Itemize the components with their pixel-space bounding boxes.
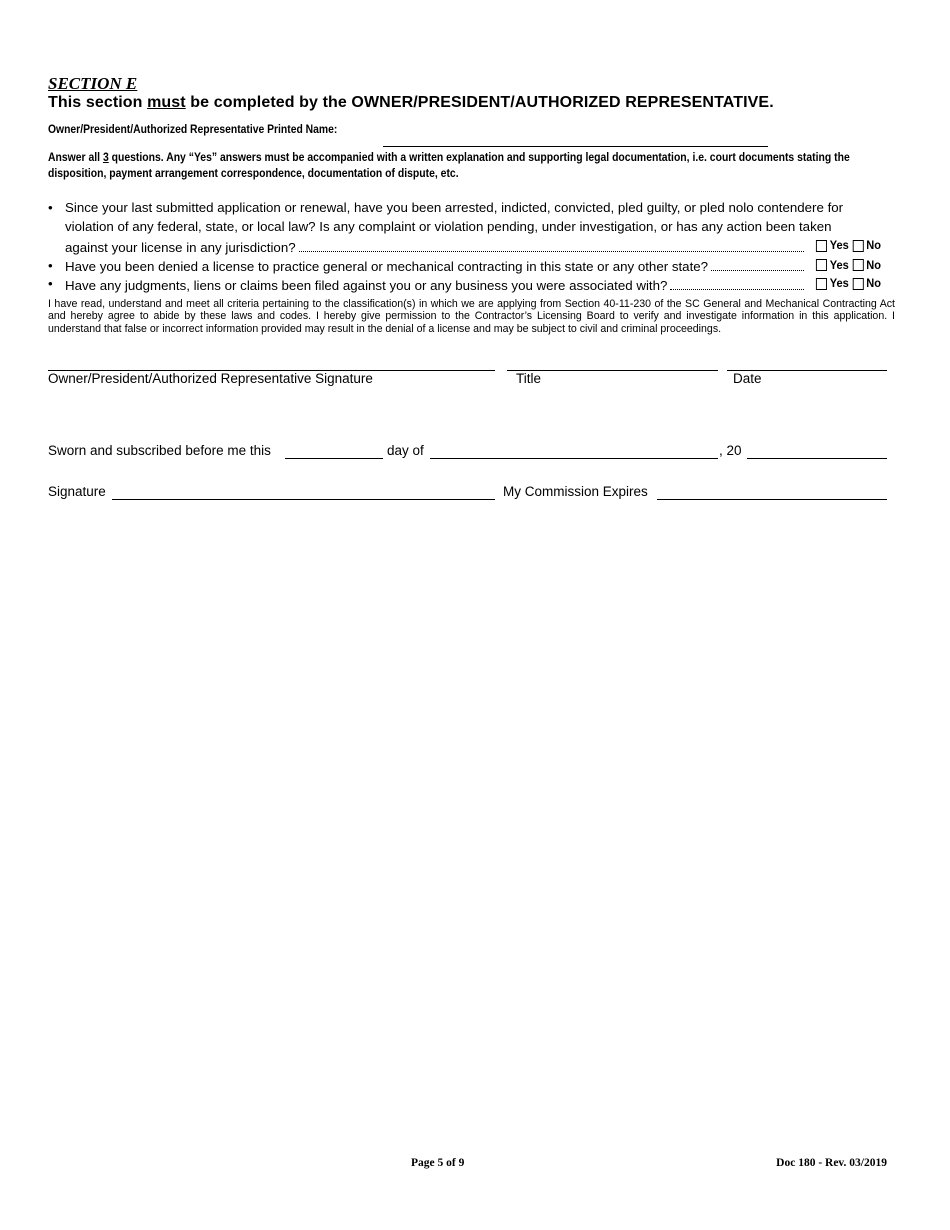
no-checkbox[interactable] [853,240,864,252]
question-line: violation of any federal, state, or local law? Is any complaint or violation pending, under investigation, or has any action been taken [65,219,832,234]
yes-no-group [814,275,896,292]
notary-signature-label: Signature [48,484,106,499]
bullet-icon: • [48,257,53,273]
yes-checkbox[interactable] [816,259,827,271]
notary-signature-field[interactable] [112,499,495,500]
yes-label: Yes [830,238,850,252]
no-label: No [866,257,882,272]
question-list [48,198,896,294]
instructions-pre: Answer all [48,152,103,164]
commission-label: My Commission Expires [503,484,648,499]
bullet-icon: • [48,200,53,215]
sworn-label: Sworn and subscribed before me this [48,443,271,458]
question-line: Have any judgments, liens or claims been filed against you or any business you were associated with? [65,277,668,293]
no-checkbox[interactable] [853,259,864,271]
question-line: against your license in any jurisdiction? [65,239,296,255]
bullet-icon: • [48,276,53,291]
title-label: Title [516,371,542,386]
page-number: Page 5 of 9 [411,1157,465,1169]
question-item [48,275,896,294]
day-field[interactable] [285,458,383,459]
question-line: Have you been denied a license to practice general or mechanical contracting in this state or any other state? [65,259,709,274]
instructions-count: 3 [102,152,109,164]
headline-pre: This section [48,94,148,111]
yes-label: Yes [830,276,850,290]
no-label: No [866,276,882,290]
printed-name-field[interactable] [383,146,768,147]
yes-label: Yes [830,257,850,272]
question-item [48,198,896,257]
yes-checkbox[interactable] [816,278,827,290]
dot-leader [670,289,804,290]
signature-label: Owner/President/Authorized Representative Signature [48,371,373,386]
question-item [48,257,896,276]
section-headline [48,94,774,112]
headline-emphasis: must [147,94,186,111]
printed-name-label: Owner/President/Authorized Representative Printed Name: [48,124,338,136]
year-prefix-label: , 20 [719,443,742,458]
headline-post: be completed by the OWNER/PRESIDENT/AUTHORIZED REPRESENTATIVE. [185,94,774,111]
section-label: SECTION E [48,74,138,93]
commission-expires-field[interactable] [657,499,887,500]
instructions [48,150,899,182]
no-checkbox[interactable] [853,278,864,290]
yes-no-group [814,257,896,274]
yes-checkbox[interactable] [816,240,827,252]
question-line: Since your last submitted application or renewal, have you been arrested, indicted, convicted, pled guilty, or pled nolo contendere for [65,200,844,215]
year-field[interactable] [747,458,887,459]
month-field[interactable] [430,458,718,459]
yes-no-group [814,236,896,255]
dot-leader [711,270,804,271]
dot-leader [299,251,805,252]
instructions-post: questions. Any “Yes” answers must be accompanied with a written explanation and supporting legal documentation, i.e. court documents stating the disposition, payment arrangement correspondence, documentation of dispute, etc. [48,152,850,180]
no-label: No [866,238,882,252]
attestation-text: I have read, understand and meet all criteria pertaining to the classification(s) in which we are applying from Section 40-11-230 of the SC General and Mechanical Contracting Act and hereby agree to abide by these laws and codes. I hereby give permission to the Contractor’s Licensing Board to verify and investigate information in this application. I understand that false or incorrect information provided may result in the denial of a license and may be subject to civil and criminal proceedings. [48,298,895,335]
date-label: Date [733,371,762,386]
doc-revision: Doc 180 - Rev. 03/2019 [776,1157,887,1169]
day-of-label: day of [387,443,424,458]
